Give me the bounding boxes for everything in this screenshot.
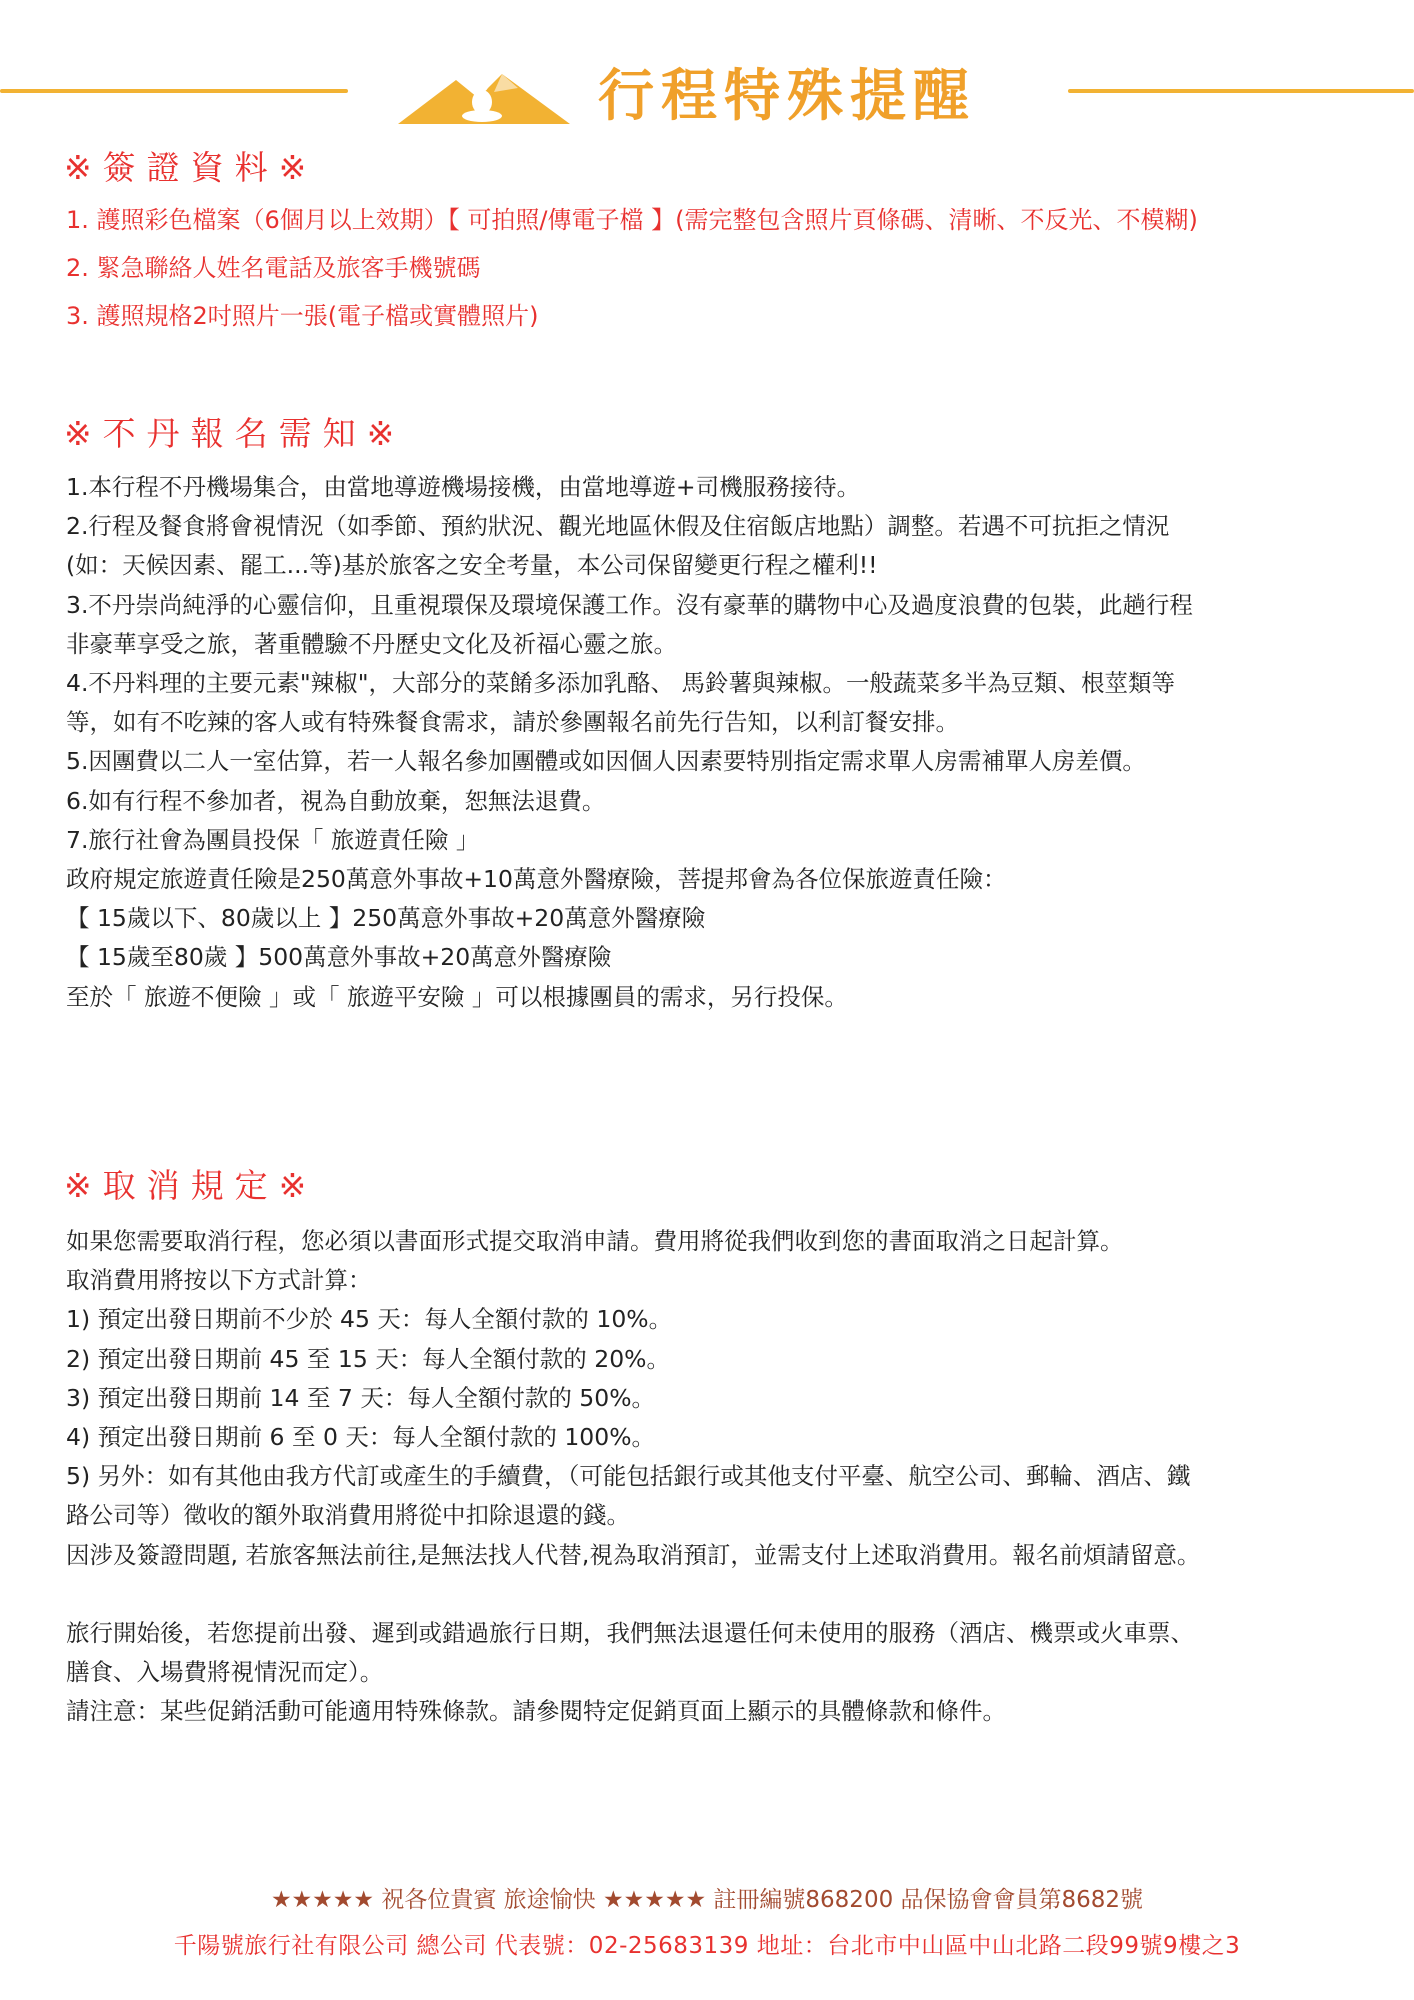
notice-line: 【 15歲以下、80歲以上 】250萬意外事故+20萬意外醫療險: [66, 904, 706, 933]
notice-line: 等，如有不吃辣的客人或有特殊餐食需求，請於參團報名前先行告知，以利訂餐安排。: [66, 708, 959, 737]
cancel-policy-list: [66, 1222, 1200, 1732]
registration-text: 註冊編號868200 品保協會會員第8682號: [713, 1887, 1144, 1913]
policy-line: 1) 預定出發日期前不少於 45 天：每人全額付款的 10%。: [66, 1305, 673, 1334]
blank-line: [66, 1575, 1200, 1614]
notice-line: 5.因團費以二人一室估算，若一人報名參加團體或如因個人因素要特別指定需求單人房需補單人房差價。: [66, 747, 1146, 776]
policy-line: 路公司等）徵收的額外取消費用將從中扣除退還的錢。: [66, 1501, 630, 1530]
header-rule-right: [1068, 89, 1414, 93]
policy-line: 膳食、入場費將視情況而定）。: [66, 1658, 384, 1687]
policy-line: 2) 預定出發日期前 45 至 15 天：每人全額付款的 20%。: [66, 1344, 670, 1373]
visa-item: 1. 護照彩色檔案（6個月以上效期）【 可拍照/傳電子檔 】(需完整包含照片頁條碼、清晰、不反光、不模糊): [66, 206, 1198, 234]
policy-line: 如果您需要取消行程，您必須以書面形式提交取消申請。費用將從我們收到您的書面取消之日起計算。: [66, 1227, 1124, 1255]
stars-icon: ★★★★★: [270, 1887, 375, 1913]
policy-line: 5) 另外：如有其他由我方代訂或產生的手續費，（可能包括銀行或其他支付平臺、航空公司、郵輪、酒店、鐵: [66, 1462, 1191, 1491]
stars-icon: ★★★★★: [602, 1887, 707, 1913]
notice-line: 政府規定旅遊責任險是250萬意外事故+10萬意外醫療險，菩提邦會為各位保旅遊責任險：: [66, 865, 1007, 894]
notice-line: 2.行程及餐食將會視情況（如季節、預約狀況、觀光地區休假及住宿飯店地點）調整。若遇不可抗拒之情況: [66, 512, 1170, 541]
notice-line: 4.不丹料理的主要元素"辣椒"，大部分的菜餚多添加乳酪、 馬鈴薯與辣椒。一般蔬菜多半為豆類、根莖類等: [66, 669, 1176, 698]
visa-section-title: ※簽證資料※: [64, 148, 318, 187]
policy-line: 3) 預定出發日期前 14 至 7 天：每人全額付款的 50%。: [66, 1383, 656, 1412]
page-header: [0, 48, 1414, 138]
notice-line: 非豪華享受之旅，著重體驗不丹歷史文化及祈福心靈之旅。: [66, 629, 677, 658]
bhutan-notice-list: [66, 468, 1193, 1017]
notice-line: 【 15歲至80歲 】500萬意外事故+20萬意外醫療險: [66, 943, 612, 972]
bhutan-section-title: ※不丹報名需知※: [64, 414, 406, 453]
page-title: 行程特殊提醒: [598, 64, 976, 129]
policy-line: 4) 預定出發日期前 6 至 0 天：每人全額付款的 100%。: [66, 1423, 656, 1452]
visa-item: 3. 護照規格2吋照片一張(電子檔或實體照片): [66, 302, 539, 330]
notice-line: 7.旅行社會為團員投保「 旅遊責任險 」: [66, 825, 480, 854]
notice-line: 1.本行程不丹機場集合，由當地導遊機場接機，由當地導遊+司機服務接待。: [66, 473, 861, 501]
policy-line: 因涉及簽證問題, 若旅客無法前往,是無法找人代替,視為取消預訂，並需支付上述取消費用。報名前煩請留意。: [66, 1540, 1201, 1569]
visa-list: [66, 196, 1198, 340]
footer-greeting: [0, 1881, 1414, 1914]
notice-line: (如：天候因素、罷工...等)基於旅客之安全考量，本公司保留變更行程之權利!!: [66, 551, 878, 580]
greeting-text: 祝各位貴賓 旅途愉快: [381, 1887, 596, 1913]
header-rule-left: [0, 89, 348, 93]
policy-line: 旅行開始後，若您提前出發、遲到或錯過旅行日期，我們無法退還任何未使用的服務（酒店、機票或火車票、: [66, 1619, 1194, 1648]
visa-item: 2. 緊急聯絡人姓名電話及旅客手機號碼: [66, 254, 481, 282]
cancel-section-title: ※取消規定※: [64, 1166, 318, 1205]
policy-line: 請注意：某些促銷活動可能適用特殊條款。請參閱特定促銷頁面上顯示的具體條款和條件。: [66, 1697, 1006, 1726]
notice-line: 至於「 旅遊不便險 」或「 旅遊平安險 」可以根據團員的需求，另行投保。: [66, 982, 848, 1011]
policy-line: 取消費用將按以下方式計算：: [66, 1266, 372, 1295]
notice-line: 6.如有行程不參加者，視為自動放棄，恕無法退費。: [66, 786, 606, 815]
mountain-buddha-icon: [398, 62, 570, 128]
notice-line: 3.不丹崇尚純淨的心靈信仰，且重視環保及環境保護工作。沒有豪華的購物中心及過度浪費的包裝，此趟行程: [66, 590, 1193, 619]
footer-company: 千陽號旅行社有限公司 總公司 代表號：02-25683139 地址：台北市中山區中山北路二段99號9樓之3: [173, 1933, 1241, 1959]
